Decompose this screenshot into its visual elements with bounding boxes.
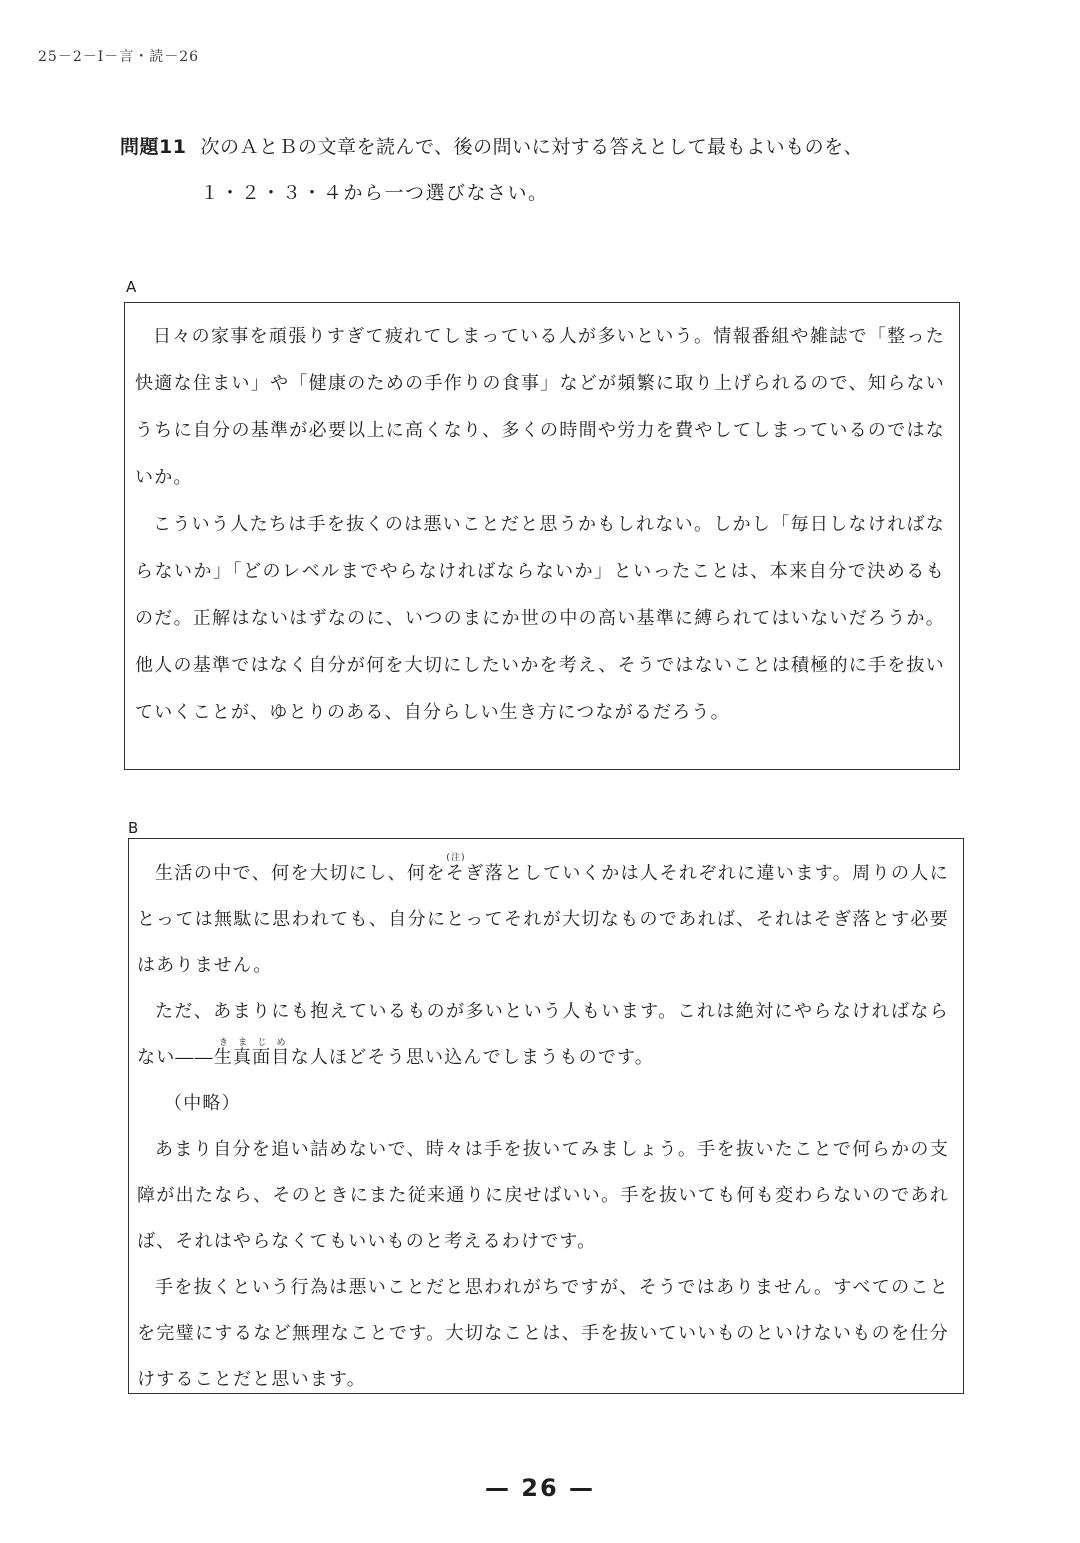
page-code: 25－2－Ⅰ－言・読－26 [38, 49, 200, 65]
page-number: — 26 — [484, 1474, 596, 1502]
omission-marker: （中略） [164, 1093, 241, 1114]
passage-b-p2-after: な人ほどそう思い込んでしまうものです。 [290, 1047, 654, 1068]
passage-a-box [124, 302, 960, 770]
furigana-ruby [213, 1038, 291, 1068]
furigana-base: 生真面目 [213, 1047, 291, 1068]
passage-b-p2-before: ただ、あまりにも抱えているものが多いという人もいます。これは絶対にやらなければならない―― [137, 1001, 949, 1068]
instruction-text-1: 次のＡとＢの文章を読んで、後の問いに対する答えとして最もよいものを、 [200, 136, 864, 158]
passage-a-label: A [126, 278, 137, 296]
passage-b-paragraph-3: あまり自分を追い詰めないで、時々は手を抜いてみましょう。手を抜いたことで何らかの支障が出たなら、そのときにまた従来通りに戻せばいい。手を抜いても何も変わらないのであれば、それはやらなくてもいいものと考えるわけです。 [137, 1139, 949, 1252]
footnote-ruby-base: そ [445, 863, 466, 884]
passage-a-paragraph-2: こういう人たちは手を抜くのは悪いことだと思うかもしれない。しかし「毎日しなければならないか」「どのレベルまでやらなければならないか」といったことは、本来自分で決めるものだ。正解はないはずなのに、いつのまにか世の中の高い基準に縛られてはいないだろうか。他人の基準ではなく自分が何を大切にしたいかを考え、そうではないことは積極的に手を抜いていくことが、ゆとりのある、自分らしい生き方につながるだろう。 [135, 514, 945, 723]
passage-b-paragraph-2 [137, 989, 949, 1081]
passage-b-paragraph-1 [137, 851, 949, 989]
instruction-line-2: １・２・３・４から一つ選びなさい。 [200, 182, 549, 204]
passage-b-box [128, 838, 964, 1394]
question-instruction [120, 135, 980, 205]
passage-b-p1-after: ぎ落としていくかは人それぞれに違います。周りの人にとっては無駄に思われても、自分にとってそれが大切なものであれば、それはそぎ落とす必要はありません。 [137, 863, 950, 976]
instruction-line-1 [120, 135, 980, 159]
passage-b-label: B [128, 819, 139, 837]
passage-a-paragraph-1: 日々の家事を頑張りすぎて疲れてしまっている人が多いという。情報番組や雑誌で「整った快適な住まい」や「健康のための手作りの食事」などが頻繁に取り上げられるので、知らないうちに自分の基準が必要以上に高くなり、多くの時間や労力を費やしてしまっているのではないか。 [135, 326, 945, 488]
question-label: 問題11 [120, 136, 187, 158]
footnote-ruby [445, 853, 466, 884]
footnote-marker: (注) [445, 853, 466, 863]
furigana-reading: きまじめ [213, 1038, 291, 1048]
passage-b-paragraph-4: 手を抜くという行為は悪いことだと思われがちですが、そうではありません。すべてのことを完璧にするなど無理なことです。大切なことは、手を抜いていいものといけないものを仕分けすることだと思います。 [137, 1277, 949, 1390]
passage-b-p1-before: 生活の中で、何を大切にし、何を [155, 863, 446, 884]
